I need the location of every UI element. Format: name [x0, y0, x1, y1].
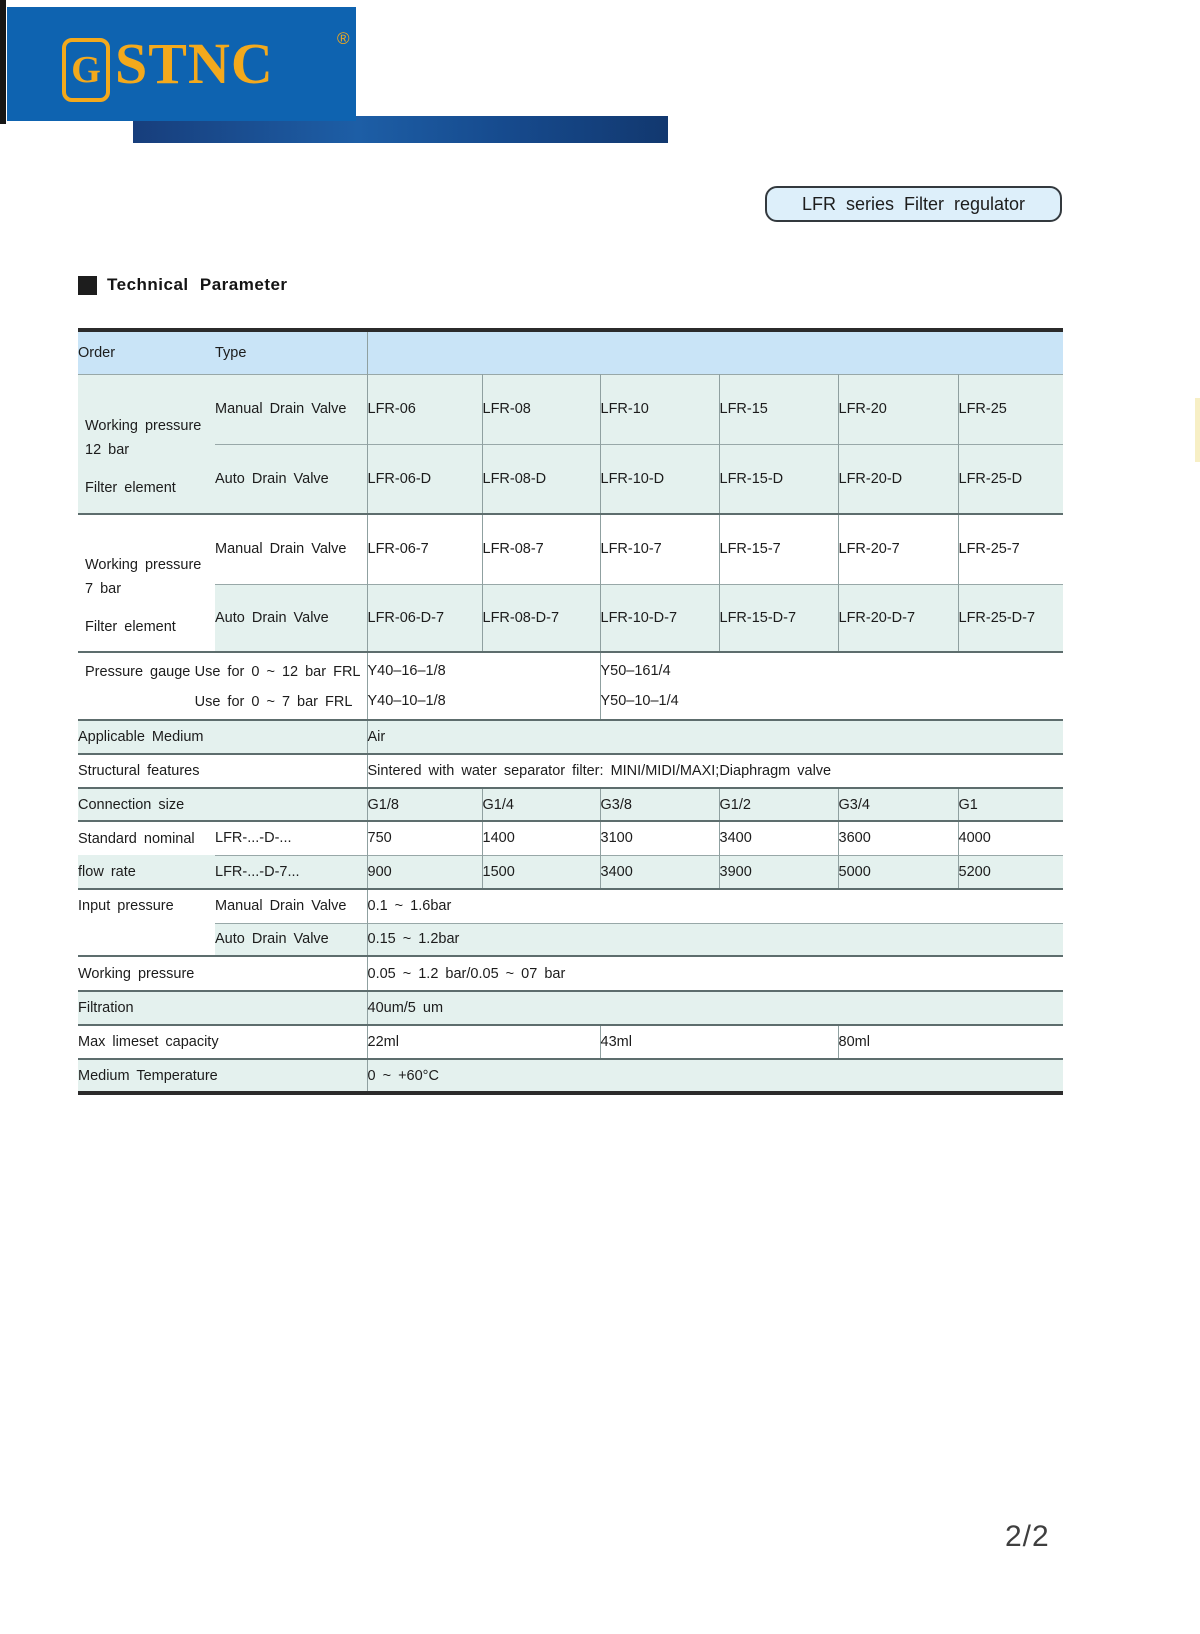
flow-type2-cell: LFR-...-D-7...	[215, 855, 367, 889]
temperature-value-cell: 0 ~ +60°C	[367, 1059, 1063, 1093]
wp7-auto-row	[78, 584, 1063, 652]
model-cell: LFR-10	[600, 374, 719, 444]
wp7-manual-row	[78, 514, 1063, 584]
wp7-label-line2: 7 bar	[85, 581, 122, 597]
wp7-auto-type-cell: Auto Drain Valve	[215, 584, 367, 652]
model-cell: LFR-06-D	[367, 444, 482, 514]
filtration-label-cell: Filtration	[78, 1000, 134, 1016]
flow-rate-row	[78, 855, 1063, 889]
wp12-label-cell	[78, 374, 215, 514]
gauge-label-cell	[78, 652, 367, 720]
gauge-y50-7: Y50–10–1/4	[600, 693, 679, 709]
page-edge-tab	[1195, 398, 1200, 462]
medium-label-cell: Applicable Medium	[78, 729, 204, 745]
wp12-label-line2: 12 bar	[85, 441, 130, 458]
wp12-auto-row	[78, 444, 1063, 514]
input-label-cell: Input pressure	[78, 898, 174, 914]
flow-label2-cell: flow rate	[78, 863, 136, 880]
medium-row	[78, 720, 1063, 754]
flow-value-cell: 3400	[600, 855, 719, 889]
page-number: 2/2	[1005, 1520, 1050, 1553]
model-cell: LFR-15	[719, 374, 838, 444]
header-cell-order: Order	[78, 344, 116, 361]
connection-cell: G1/8	[367, 788, 482, 821]
flow-value-cell: 750	[367, 821, 482, 855]
flow-value-cell: 5000	[838, 855, 958, 889]
left-edge-strip	[0, 0, 6, 124]
series-badge	[765, 186, 1062, 222]
header-cell-type: Type	[215, 344, 247, 361]
connection-row	[78, 788, 1063, 821]
wp7-manual-type-cell: Manual Drain Valve	[215, 541, 347, 558]
model-cell: LFR-06-D-7	[367, 584, 482, 652]
table-header-row	[78, 330, 1063, 374]
model-cell: LFR-10-D-7	[600, 584, 719, 652]
section-title: Technical Parameter	[107, 275, 288, 294]
temperature-label-cell: Medium Temperature	[78, 1067, 218, 1084]
structural-row	[78, 754, 1063, 788]
wp12-manual-type-cell: Manual Drain Valve	[215, 401, 347, 417]
connection-cell: G1	[958, 788, 1063, 821]
wp7-label-cell	[78, 514, 215, 652]
gauge-y40-7: Y40–10–1/8	[367, 693, 446, 709]
model-cell: LFR-15-D	[719, 444, 838, 514]
technical-parameter-table	[78, 328, 1063, 1095]
input-auto-value-cell: 0.15 ~ 1.2bar	[367, 923, 1063, 956]
connection-cell: G3/4	[838, 788, 958, 821]
input-auto-type-cell: Auto Drain Valve	[215, 923, 367, 956]
temperature-row	[78, 1059, 1063, 1093]
brand-name: STNC	[115, 31, 274, 96]
limeset-value-cell: 43ml	[600, 1025, 838, 1059]
header-cell-empty	[367, 330, 1063, 374]
connection-cell: G3/8	[600, 788, 719, 821]
model-cell: LFR-25-D-7	[958, 584, 1063, 652]
model-cell: LFR-06	[367, 374, 482, 444]
registered-mark-icon: ®	[337, 29, 350, 48]
limeset-row	[78, 1025, 1063, 1059]
flow-type1-cell: LFR-...-D-...	[215, 830, 292, 847]
model-cell: LFR-15-7	[719, 514, 838, 584]
brand-logo	[7, 7, 356, 121]
model-cell: LFR-25	[958, 374, 1063, 444]
wp7-label-line1: Working pressure	[85, 557, 202, 573]
model-cell: LFR-08	[482, 374, 600, 444]
filtration-row	[78, 991, 1063, 1025]
input-manual-row	[78, 889, 1063, 923]
section-header	[78, 275, 288, 295]
gauge-y40-cell	[367, 652, 600, 720]
wp12-label-line1: Working pressure	[85, 417, 202, 434]
limeset-value-cell: 22ml	[367, 1025, 600, 1059]
input-auto-row	[78, 923, 1063, 956]
wp12-auto-type-cell: Auto Drain Valve	[215, 444, 367, 514]
working-pressure-row	[78, 956, 1063, 991]
flow-value-cell: 3400	[719, 821, 838, 855]
gauge-label: Pressure gauge	[85, 664, 191, 680]
flow-value-cell: 4000	[958, 821, 1063, 855]
model-cell: LFR-10-7	[600, 514, 719, 584]
flow-value-cell: 1400	[482, 821, 600, 855]
gauge-use-7bar: Use for 0 ~ 7 bar FRL	[194, 694, 353, 710]
model-cell: LFR-15-D-7	[719, 584, 838, 652]
gauge-y50-cell	[600, 652, 1063, 720]
flow-value-cell: 900	[367, 855, 482, 889]
model-cell: LFR-08-D-7	[482, 584, 600, 652]
flow-value-cell: 3900	[719, 855, 838, 889]
filtration-value-cell: 40um/5 um	[367, 991, 1063, 1025]
model-cell: LFR-25-7	[958, 514, 1063, 584]
flow-value-cell: 3600	[838, 821, 958, 855]
nominal-flow-row	[78, 821, 1063, 855]
model-cell: LFR-20-7	[838, 514, 958, 584]
logo-g-icon: G	[62, 38, 110, 102]
model-cell: LFR-08-D	[482, 444, 600, 514]
input-manual-value-cell: 0.1 ~ 1.6bar	[367, 889, 1063, 923]
connection-cell: G1/4	[482, 788, 600, 821]
model-cell: LFR-20-D	[838, 444, 958, 514]
gauge-use-12bar: Use for 0 ~ 12 bar FRL	[194, 664, 361, 680]
model-cell: LFR-20-D-7	[838, 584, 958, 652]
section-bullet-icon	[78, 276, 97, 295]
model-cell: LFR-08-7	[482, 514, 600, 584]
input-manual-type-cell: Manual Drain Valve	[215, 898, 347, 915]
wp7-filter-label: Filter element	[85, 619, 176, 635]
model-cell: LFR-06-7	[367, 514, 482, 584]
working-value-cell: 0.05 ~ 1.2 bar/0.05 ~ 07 bar	[367, 956, 1063, 991]
limeset-label-cell: Max limeset capacity	[78, 1034, 219, 1050]
model-cell: LFR-25-D	[958, 444, 1063, 514]
connection-cell: G1/2	[719, 788, 838, 821]
model-cell: LFR-10-D	[600, 444, 719, 514]
gauge-y40-12: Y40–16–1/8	[367, 663, 446, 679]
model-cell: LFR-20	[838, 374, 958, 444]
pressure-gauge-row	[78, 652, 1063, 720]
flow-value-cell: 1500	[482, 855, 600, 889]
gauge-y50-12: Y50–161/4	[600, 663, 671, 679]
structural-label-cell: Structural features	[78, 763, 200, 779]
medium-value-cell: Air	[367, 720, 1063, 754]
flow-value-cell: 5200	[958, 855, 1063, 889]
wp12-filter-label: Filter element	[85, 479, 176, 496]
working-label-cell: Working pressure	[78, 965, 195, 982]
structural-value-cell: Sintered with water separator filter: MINI/MIDI/MAXI;Diaphragm valve	[367, 754, 1063, 788]
connection-label-cell: Connection size	[78, 796, 185, 813]
series-badge-label: LFR series Filter regulator	[801, 193, 1026, 214]
limeset-value-cell: 80ml	[838, 1025, 1063, 1059]
flow-value-cell: 3100	[600, 821, 719, 855]
flow-label1-cell: Standard nominal	[78, 830, 195, 847]
wp12-manual-row	[78, 374, 1063, 444]
